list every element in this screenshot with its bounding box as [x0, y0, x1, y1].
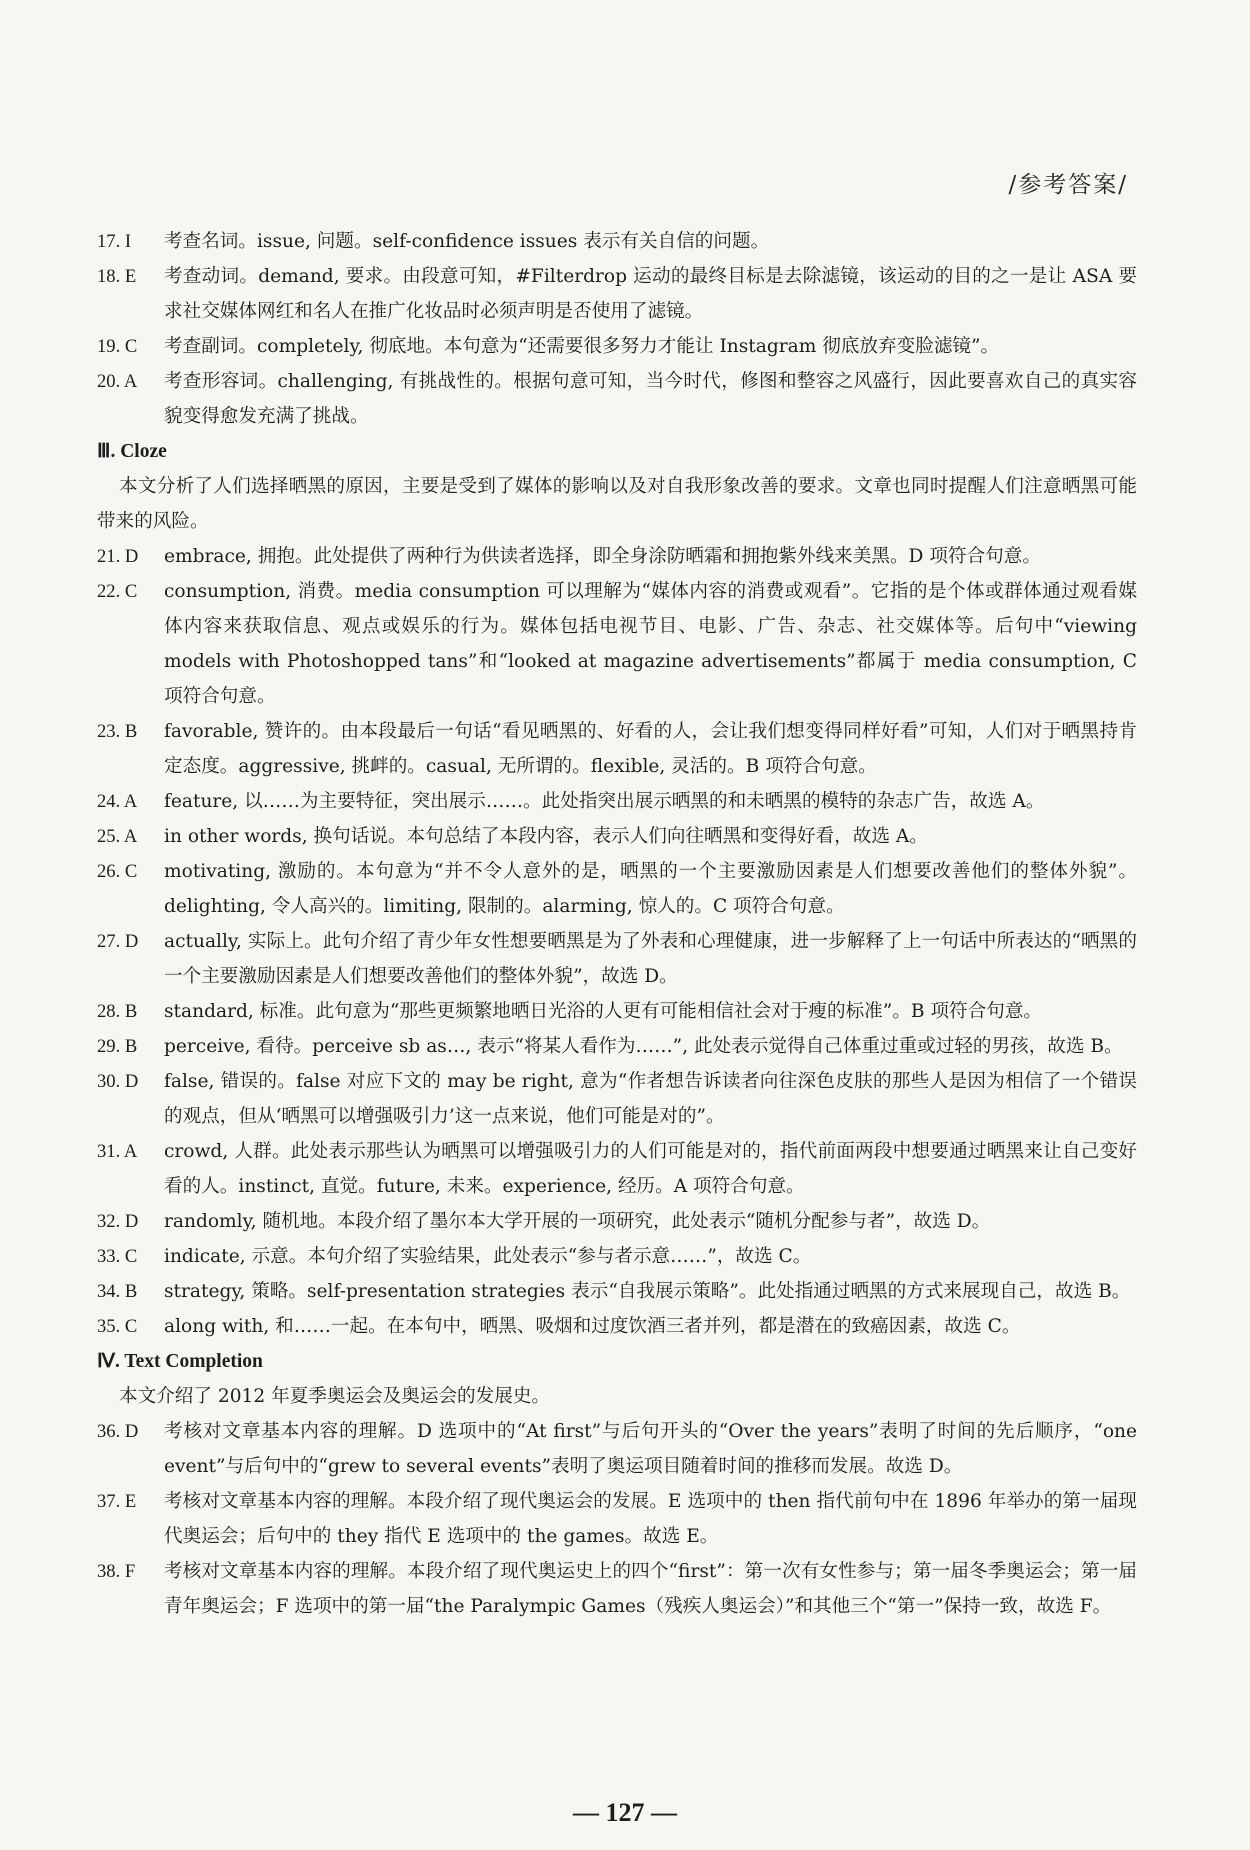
answer-number: 31. A [97, 1141, 138, 1162]
answer-number: 38. F [97, 1561, 136, 1582]
answer-item-30 [97, 1064, 1137, 1134]
answer-explanation: 考查副词。completely, 彻底地。本句意为“还需要很多努力才能让 Instagram 彻底放弃变脸滤镜”。 [164, 336, 1000, 357]
answer-content [97, 224, 1137, 1624]
page-number: — 127 — [573, 1798, 677, 1827]
answer-explanation: favorable, 赞许的。由本段最后一句话“看见晒黑的、好看的人，会让我们想变得同样好看”可知，人们对于晒黑持肯定态度。aggressive, 挑衅的。casual, 无所谓的。flexible, 灵活的。B 项符合句意。 [164, 721, 1137, 777]
answer-item-19 [97, 329, 1137, 364]
answer-item-21 [97, 539, 1137, 574]
answer-number: 28. B [97, 1001, 138, 1022]
answer-number: 25. A [97, 826, 138, 847]
section-intro-text-completion: 本文介绍了 2012 年夏季奥运会及奥运会的发展史。 [119, 1386, 551, 1407]
answer-item-38 [97, 1554, 1137, 1624]
answer-item-25 [97, 819, 1137, 854]
section-header-label: /参考答案/ [1008, 172, 1128, 198]
answer-explanation: in other words, 换句话说。本句总结了本段内容，表示人们向往晒黑和变得好看，故选 A。 [164, 826, 928, 847]
answer-number: 27. D [97, 931, 139, 952]
answer-number: 30. D [97, 1071, 139, 1092]
answer-number: 24. A [97, 791, 138, 812]
answer-item-35 [97, 1309, 1137, 1344]
answer-item-24 [97, 784, 1137, 819]
answer-item-37 [97, 1484, 1137, 1554]
answer-explanation: along with, 和……一起。在本句中，晒黑、吸烟和过度饮酒三者并列，都是潜在的致癌因素，故选 C。 [164, 1316, 1021, 1337]
answer-item-26 [97, 854, 1137, 924]
answer-item-36 [97, 1414, 1137, 1484]
answer-explanation: 考核对文章基本内容的理解。本段介绍了现代奥运史上的四个“first”：第一次有女性参与；第一届冬季奥运会；第一届青年奥运会；F 选项中的第一届“the Paralympic Games（残疾人奥运会）”和其他三个“第一”保持一致，故选 F。 [164, 1561, 1137, 1617]
answer-explanation: false, 错误的。false 对应下文的 may be right, 意为“作者想告诉读者向往深色皮肤的那些人是因为相信了一个错误的观点，但从‘晒黑可以增强吸引力’这一点来说，他们可能是对的”。 [164, 1071, 1137, 1127]
section-heading-text-completion: Ⅳ. Text Completion [97, 1351, 263, 1372]
answer-explanation: crowd, 人群。此处表示那些认为晒黑可以增强吸引力的人们可能是对的，指代前面两段中想要通过晒黑来让自己变好看的人。instinct, 直觉。future, 未来。experience, 经历。A 项符合句意。 [164, 1141, 1137, 1197]
section-heading-cloze: Ⅲ. Cloze [97, 441, 167, 462]
answer-explanation: indicate, 示意。本句介绍了实验结果，此处表示“参与者示意……”，故选 C。 [164, 1246, 812, 1267]
answer-item-34 [97, 1274, 1137, 1309]
answer-number: 21. D [97, 546, 139, 567]
answer-explanation: perceive, 看待。perceive sb as…, 表示“将某人看作为……”, 此处表示觉得自己体重过重或过轻的男孩，故选 B。 [164, 1036, 1123, 1057]
answer-item-27 [97, 924, 1137, 994]
answer-item-31 [97, 1134, 1137, 1204]
answer-item-22 [97, 574, 1137, 714]
answer-item-17 [97, 224, 1137, 259]
answer-explanation: strategy, 策略。self-presentation strategies 表示“自我展示策略”。此处指通过晒黑的方式来展现自己，故选 B。 [164, 1281, 1131, 1302]
section-intro-cloze: 本文分析了人们选择晒黑的原因，主要是受到了媒体的影响以及对自我形象改善的要求。文章也同时提醒人们注意晒黑可能带来的风险。 [97, 476, 1137, 532]
answer-number: 29. B [97, 1036, 138, 1057]
answer-explanation: actually, 实际上。此句介绍了青少年女性想要晒黑是为了外表和心理健康，进一步解释了上一句话中所表达的“晒黑的一个主要激励因素是人们想要改善他们的整体外貌”，故选 D。 [164, 931, 1137, 987]
answer-explanation: motivating, 激励的。本句意为“并不令人意外的是，晒黑的一个主要激励因素是人们想要改善他们的整体外貌”。delighting, 令人高兴的。limiting, 限制的。alarming, 惊人的。C 项符合句意。 [164, 861, 1137, 917]
answer-number: 23. B [97, 721, 138, 742]
answer-explanation: feature, 以……为主要特征，突出展示……。此处指突出展示晒黑的和未晒黑的模特的杂志广告，故选 A。 [164, 791, 1045, 812]
answer-number: 33. C [97, 1246, 138, 1267]
answer-explanation: randomly, 随机地。本段介绍了墨尔本大学开展的一项研究，此处表示“随机分配参与者”，故选 D。 [164, 1211, 991, 1232]
answer-item-28 [97, 994, 1137, 1029]
answer-item-18 [97, 259, 1137, 329]
answer-explanation: embrace, 拥抱。此处提供了两种行为供读者选择，即全身涂防晒霜和拥抱紫外线来美黑。D 项符合句意。 [164, 546, 1041, 567]
answer-item-20 [97, 364, 1137, 434]
answer-number: 35. C [97, 1316, 138, 1337]
answer-number: 19. C [97, 336, 138, 357]
answer-explanation: consumption, 消费。media consumption 可以理解为“媒体内容的消费或观看”。它指的是个体或群体通过观看媒体内容来获取信息、观点或娱乐的行为。媒体包括电视节目、电影、广告、杂志、社交媒体等。后句中“viewing models with Photoshopped tans”和“looked at magazine advertisements”都属于 media consumption, C 项符合句意。 [164, 581, 1137, 707]
answer-explanation: 考查形容词。challenging, 有挑战性的。根据句意可知，当今时代，修图和整容之风盛行，因此要喜欢自己的真实容貌变得愈发充满了挑战。 [164, 371, 1137, 427]
answer-item-23 [97, 714, 1137, 784]
answer-number: 18. E [97, 266, 137, 287]
answer-item-32 [97, 1204, 1137, 1239]
answer-item-29 [97, 1029, 1137, 1064]
answer-explanation: 考核对文章基本内容的理解。D 选项中的“At first”与后句开头的“Over the years”表明了时间的先后顺序，“one event”与后句中的“grew to several events”表明了奥运项目随着时间的推移而发展。故选 D。 [164, 1421, 1137, 1477]
answer-number: 36. D [97, 1421, 139, 1442]
answer-number: 17. I [97, 231, 132, 252]
answer-number: 26. C [97, 861, 138, 882]
answer-number: 22. C [97, 581, 138, 602]
answer-explanation: 考查动词。demand, 要求。由段意可知，#Filterdrop 运动的最终目标是去除滤镜，该运动的目的之一是让 ASA 要求社交媒体网红和名人在推广化妆品时必须声明是否使用了滤镜。 [164, 266, 1137, 322]
answer-number: 20. A [97, 371, 138, 392]
answer-explanation: 考查名词。issue, 问题。self-confidence issues 表示有关自信的问题。 [164, 231, 770, 252]
answer-number: 37. E [97, 1491, 137, 1512]
answer-number: 34. B [97, 1281, 138, 1302]
answer-explanation: standard, 标准。此句意为“那些更频繁地晒日光浴的人更有可能相信社会对于瘦的标准”。B 项符合句意。 [164, 1001, 1043, 1022]
answer-explanation: 考核对文章基本内容的理解。本段介绍了现代奥运会的发展。E 选项中的 then 指代前句中在 1896 年举办的第一届现代奥运会；后句中的 they 指代 E 选项中的 the games。故选 E。 [164, 1491, 1137, 1547]
answer-number: 32. D [97, 1211, 139, 1232]
answer-item-33 [97, 1239, 1137, 1274]
